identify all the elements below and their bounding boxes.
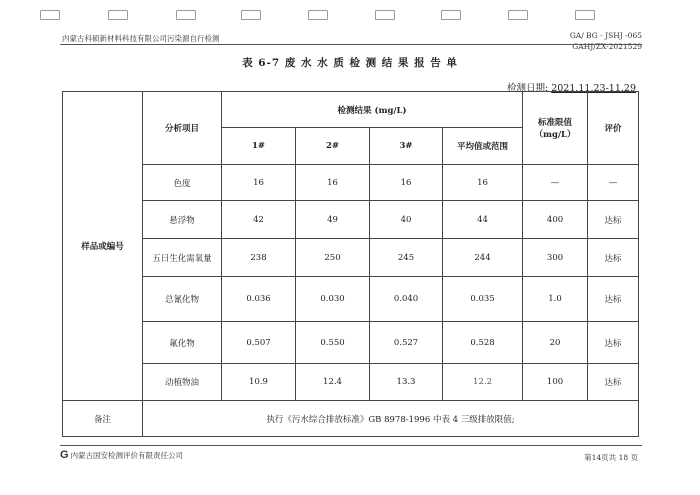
row-limit: 1.0: [523, 277, 588, 322]
limit-header: 标准限值 （mg/L）: [523, 92, 588, 165]
header-company: 内蒙古科硕新材料科技有限公司污染源自行检测: [62, 34, 220, 43]
row-item: 悬浮物: [143, 201, 222, 239]
row-eval: 达标: [588, 277, 639, 322]
row-item: 动植物油: [143, 364, 222, 401]
row-limit: —: [523, 165, 588, 201]
row-value: 245: [370, 239, 443, 277]
col-header: 3#: [370, 128, 443, 165]
binder-mark: [441, 10, 461, 20]
row-eval: 达标: [588, 322, 639, 364]
row-value: 238: [222, 239, 296, 277]
row-value: 0.550: [296, 322, 370, 364]
row-value: 16: [443, 165, 523, 201]
row-item: 色度: [143, 165, 222, 201]
doc-code: GA/ BG - JSHJ -065: [569, 31, 642, 40]
row-limit: 100: [523, 364, 588, 401]
binder-mark: [40, 10, 60, 20]
row-eval: 达标: [588, 239, 639, 277]
remark-label: 备注: [63, 401, 143, 437]
row-limit: 20: [523, 322, 588, 364]
row-limit: 300: [523, 239, 588, 277]
row-eval: 达标: [588, 364, 639, 401]
col-header: 平均值或范围: [443, 128, 523, 165]
footer-divider: [60, 445, 642, 446]
results-table: [62, 91, 639, 437]
row-value: 12.4: [296, 364, 370, 401]
binder-mark: [575, 10, 595, 20]
page-title: 表 6-7 废 水 水 质 检 测 结 果 报 告 单: [242, 57, 458, 69]
row-value: 0.040: [370, 277, 443, 322]
binder-mark: [108, 10, 128, 20]
row-value: 0.507: [222, 322, 296, 364]
header-divider: [60, 44, 642, 45]
eval-header: 评价: [588, 92, 639, 165]
footer-company-block: [60, 449, 183, 461]
table-row: [63, 277, 639, 322]
row-item: 五日生化需氧量: [143, 239, 222, 277]
binder-mark: [241, 10, 261, 20]
table-row: [63, 201, 639, 239]
row-value: 0.030: [296, 277, 370, 322]
table-row: [63, 322, 639, 364]
results-header: 检测结果 (mg/L): [222, 92, 523, 128]
test-date-label: 检测日期:: [506, 83, 549, 94]
remark-text: 执行《污水综合排放标准》GB 8978-1996 中表 4 三级排放限值;: [143, 401, 639, 437]
page-number: 第14页共 18 页: [584, 453, 638, 462]
row-value: 40: [370, 201, 443, 239]
header-codes: [570, 30, 642, 52]
row-limit: 400: [523, 201, 588, 239]
col-header: 2#: [296, 128, 370, 165]
row-value: 44: [443, 201, 523, 239]
row-value: 0.527: [370, 322, 443, 364]
binder-mark: [375, 10, 395, 20]
col-header: 1#: [222, 128, 296, 165]
row-value: 10.9: [222, 364, 296, 401]
row-value: 16: [370, 165, 443, 201]
row-value: 42: [222, 201, 296, 239]
company-logo-icon: G: [60, 449, 69, 461]
sample-header: 样品或编号: [63, 92, 143, 401]
row-value: 0.035: [443, 277, 523, 322]
row-eval: —: [588, 165, 639, 201]
row-value: 49: [296, 201, 370, 239]
row-value: 13.3: [370, 364, 443, 401]
table-row: [63, 165, 639, 201]
remark-row: [63, 401, 639, 437]
row-value: 250: [296, 239, 370, 277]
row-value: 16: [222, 165, 296, 201]
row-item: 总氰化物: [143, 277, 222, 322]
row-value: 12.2: [443, 364, 523, 401]
row-value: 0.036: [222, 277, 296, 322]
header-row: [63, 92, 639, 128]
binder-mark: [176, 10, 196, 20]
item-header: 分析项目: [143, 92, 222, 165]
binder-mark: [308, 10, 328, 20]
row-eval: 达标: [588, 201, 639, 239]
table-row: [63, 239, 639, 277]
table-row: [63, 364, 639, 401]
report-number: GAHJ/ZX-2021529: [572, 42, 642, 51]
row-value: 16: [296, 165, 370, 201]
row-value: 0.528: [443, 322, 523, 364]
footer-company: 内蒙古国安检测评价有限责任公司: [70, 450, 184, 460]
row-item: 氟化物: [143, 322, 222, 364]
test-date-value: 2021.11.23-11.29: [551, 83, 636, 94]
row-value: 244: [443, 239, 523, 277]
binder-mark: [508, 10, 528, 20]
